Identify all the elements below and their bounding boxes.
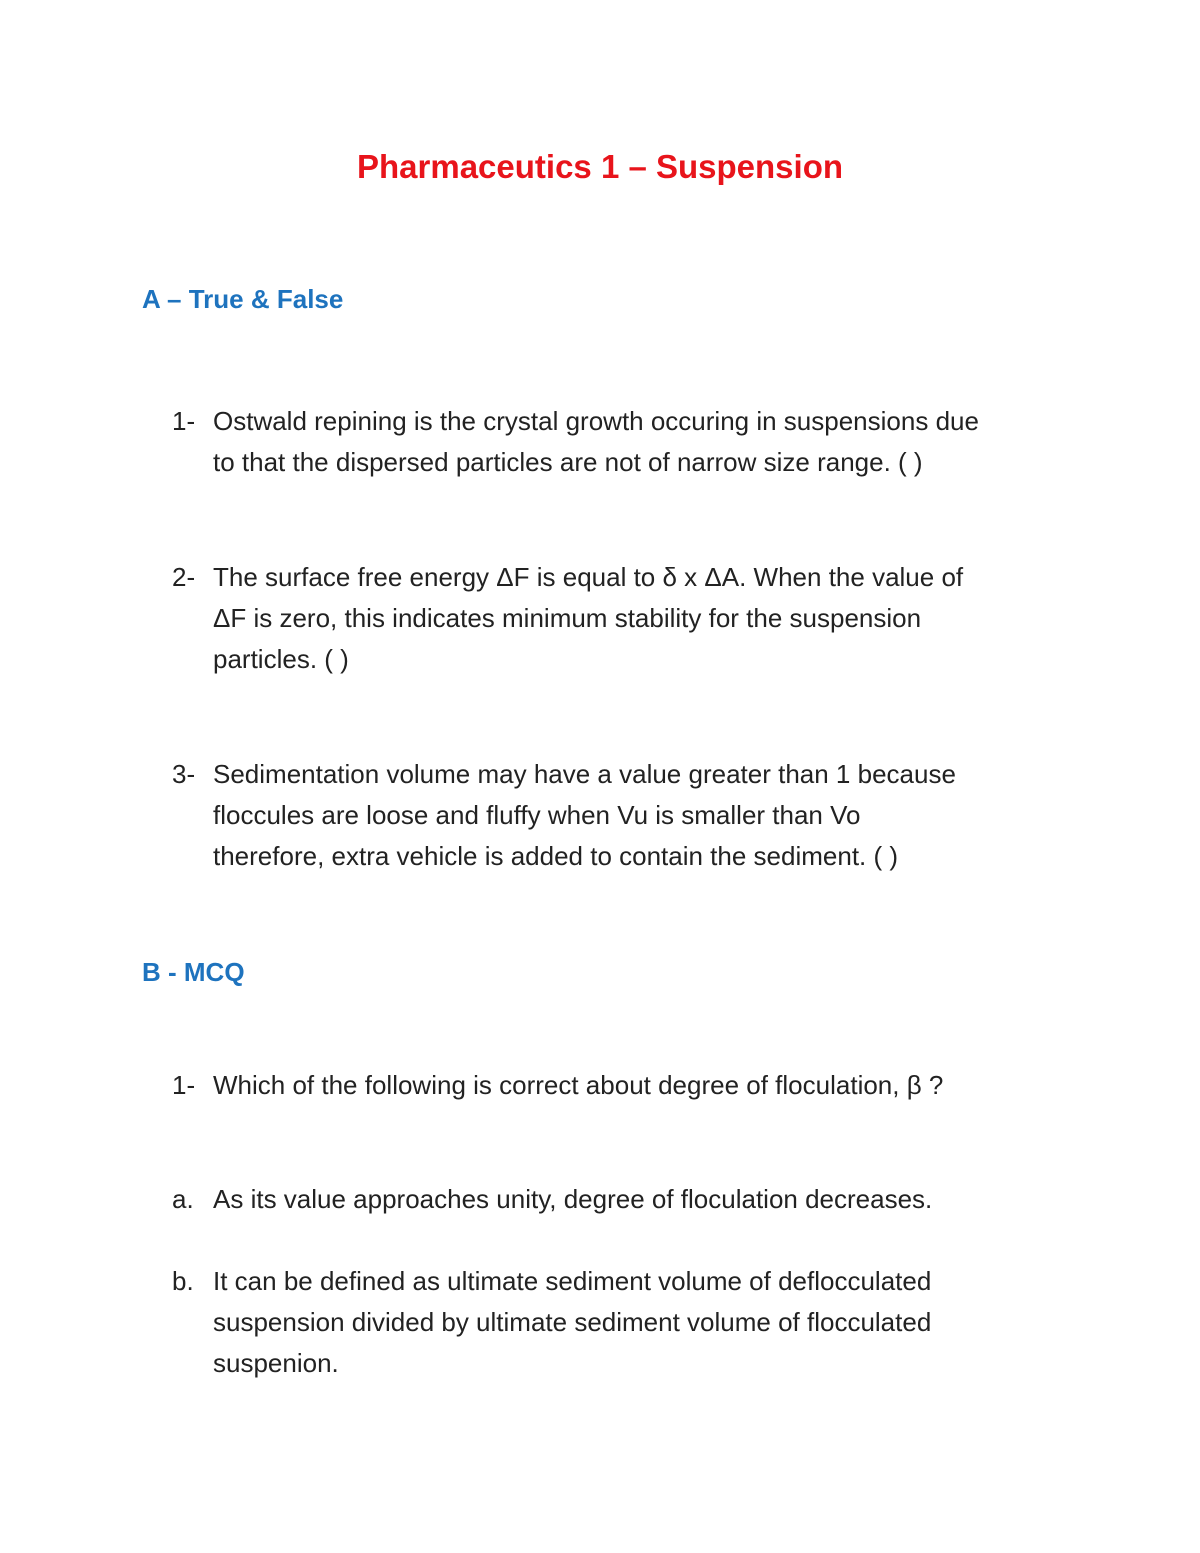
mcq-option-a xyxy=(172,1179,1072,1220)
true-false-question-3 xyxy=(172,754,1072,877)
question-text: Sedimentation volume may have a value greater than 1 because floccules are loose and fluffy when Vu is smaller than Vo therefore, extra vehicle is added to contain the sediment. ( ) xyxy=(213,759,956,871)
question-text: Ostwald repining is the crystal growth occuring in suspensions due to that the dispersed particles are not of narrow size range. ( ) xyxy=(213,406,979,477)
true-false-question-2 xyxy=(172,557,1072,680)
section-heading-mcq: B - MCQ xyxy=(142,957,245,987)
question-text: Which of the following is correct about degree of floculation, β ? xyxy=(213,1070,944,1100)
question-number: 2- xyxy=(172,562,196,592)
question-number: 3- xyxy=(172,759,196,789)
true-false-question-1 xyxy=(172,401,1072,483)
option-letter: a. xyxy=(172,1184,194,1214)
option-letter: b. xyxy=(172,1266,194,1296)
question-number: 1- xyxy=(172,406,196,436)
page-title: Pharmaceutics 1 – Suspension xyxy=(356,148,844,185)
question-text: The surface free energy ΔF is equal to δ x ΔA. When the value of ΔF is zero, this indicates minimum stability for the suspension particles. ( ) xyxy=(213,562,964,674)
mcq-option-b xyxy=(172,1261,1072,1384)
section-heading-true-false: A – True & False xyxy=(142,284,344,314)
mcq-question-1 xyxy=(172,1065,1072,1106)
question-number: 1- xyxy=(172,1070,196,1100)
option-text: It can be defined as ultimate sediment volume of deflocculated suspension divided by ultimate sediment volume of flocculated suspenion. xyxy=(213,1266,932,1378)
option-text: As its value approaches unity, degree of floculation decreases. xyxy=(213,1184,933,1214)
